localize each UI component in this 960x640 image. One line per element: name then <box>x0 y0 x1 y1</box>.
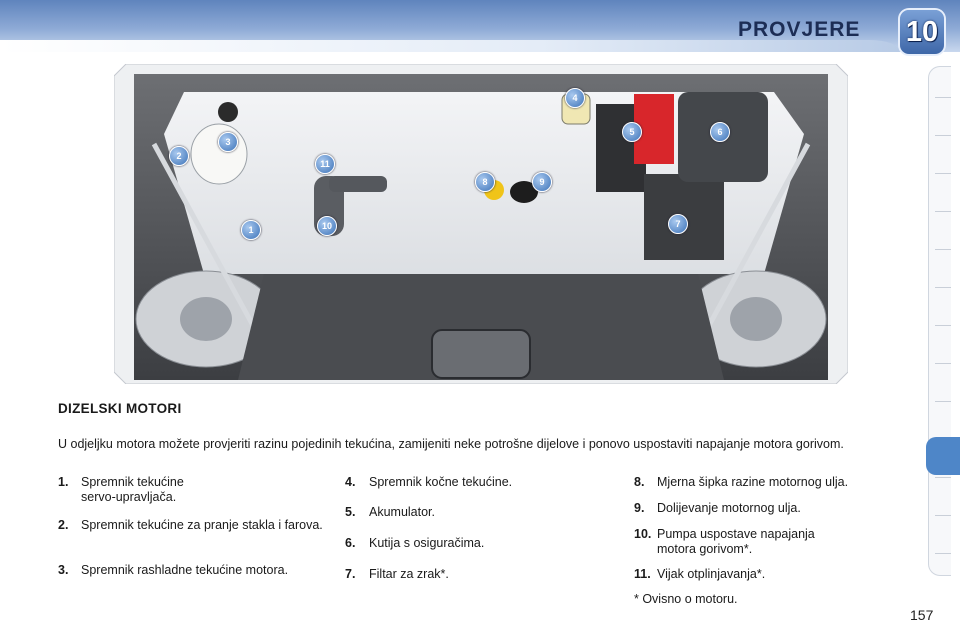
callout-6: 6 <box>710 122 730 142</box>
callout-4: 4 <box>565 88 585 108</box>
chapter-number-badge: 10 <box>900 10 944 54</box>
item-number: 2. <box>58 518 69 532</box>
callout-2: 2 <box>169 146 189 166</box>
item-number: 7. <box>345 567 356 581</box>
chapter-tab[interactable] <box>935 211 951 212</box>
item-number: 6. <box>345 536 356 550</box>
list-item <box>58 563 318 578</box>
chapter-tab[interactable] <box>935 325 951 326</box>
engine-bay-drawing <box>114 64 848 384</box>
page-number: 157 <box>910 607 934 623</box>
item-number: 8. <box>634 475 645 489</box>
chapter-tab[interactable] <box>935 363 951 364</box>
callout-3: 3 <box>218 132 238 152</box>
list-item <box>345 536 605 551</box>
intro-paragraph: U odjeljku motora možete provjeriti razinu pojedinih tekućina, zamijeniti neke potrošne dijelove i ponovo uspostaviti napajanje motora gorivom. <box>58 437 844 451</box>
callout-9: 9 <box>532 172 552 192</box>
footnote: * Ovisno o motoru. <box>634 592 738 606</box>
item-text: Mjerna šipka razine motornog ulja. <box>657 475 849 489</box>
chapter-tab[interactable] <box>935 477 951 478</box>
item-number: 11. <box>634 567 651 581</box>
chapter-tab[interactable] <box>935 135 951 136</box>
list-item <box>634 501 914 516</box>
section-title: DIZELSKI MOTORI <box>58 401 182 416</box>
item-number: 10. <box>634 527 652 541</box>
callout-5: 5 <box>622 122 642 142</box>
item-text: Spremnik rashladne tekućine motora. <box>81 563 289 577</box>
chapter-tab-active[interactable] <box>926 437 960 475</box>
callout-8: 8 <box>475 172 495 192</box>
item-text: Filtar za zrak*. <box>369 567 449 581</box>
callout-11: 11 <box>315 154 335 174</box>
chapter-tab[interactable] <box>935 173 951 174</box>
item-text: Spremnik tekućine za pranje stakla i farova. <box>81 518 323 532</box>
chapter-tab[interactable] <box>935 553 951 554</box>
item-text: Spremnik tekućine servo-upravljača. <box>81 475 184 504</box>
item-text: Akumulator. <box>369 505 436 519</box>
item-number: 9. <box>634 501 645 515</box>
chapter-tab[interactable] <box>935 97 951 98</box>
engine-bay-illustration <box>114 64 848 384</box>
item-number: 3. <box>58 563 69 577</box>
list-item <box>58 518 323 533</box>
list-item <box>634 567 914 582</box>
item-text: Kutija s osiguračima. <box>369 536 485 550</box>
callout-10: 10 <box>317 216 337 236</box>
item-text: Spremnik kočne tekućine. <box>369 475 513 489</box>
callout-7: 7 <box>668 214 688 234</box>
list-item <box>345 505 605 520</box>
list-item <box>345 475 605 490</box>
item-number: 1. <box>58 475 69 489</box>
item-text: Dolijevanje motornog ulja. <box>657 501 801 515</box>
callout-1: 1 <box>241 220 261 240</box>
list-item <box>345 567 605 582</box>
list-item <box>58 475 318 504</box>
chapter-tab[interactable] <box>935 515 951 516</box>
item-text: Vijak otplinjavanja*. <box>657 567 766 581</box>
chapter-title: PROVJERE <box>738 18 861 41</box>
item-number: 5. <box>345 505 356 519</box>
list-item <box>634 475 914 490</box>
chapter-tab-strip <box>928 66 951 576</box>
list-item <box>634 527 914 556</box>
item-text: Pumpa uspostave napajanja motora gorivom*. <box>657 527 815 556</box>
chapter-header <box>0 0 960 52</box>
chapter-tab[interactable] <box>935 401 951 402</box>
item-number: 4. <box>345 475 356 489</box>
chapter-tab[interactable] <box>935 287 951 288</box>
chapter-tab[interactable] <box>935 249 951 250</box>
